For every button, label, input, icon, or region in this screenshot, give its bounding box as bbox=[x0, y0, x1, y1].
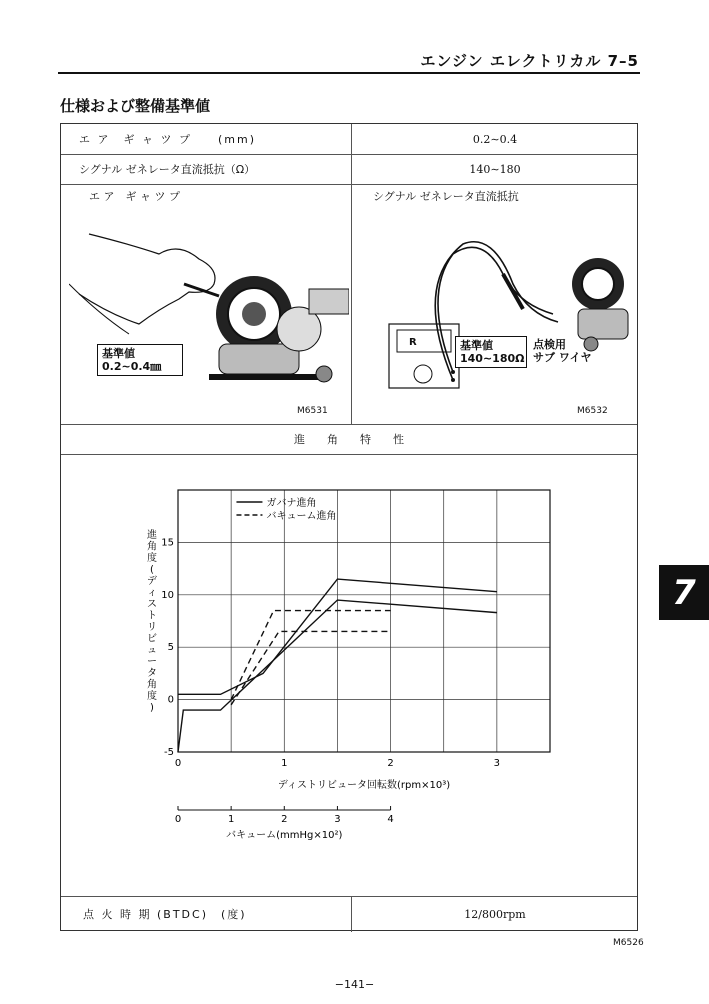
y-axis-label-char: 進 bbox=[147, 530, 157, 541]
resistance-spec-box bbox=[455, 336, 527, 368]
y-axis-label-char: 度 bbox=[147, 691, 157, 702]
advance-chart bbox=[130, 480, 570, 860]
resistance-spec-value: 140∼180Ω bbox=[460, 352, 525, 365]
fig-right-caption: シグナル ゼネレータ直流抵抗 bbox=[373, 190, 519, 203]
fig-left-caption: エ ア ギ ャ ツ プ bbox=[89, 190, 180, 203]
sub-wire-callout bbox=[533, 338, 592, 364]
y-axis-label-char: 角 bbox=[147, 541, 157, 553]
fig-left-code: M6531 bbox=[297, 406, 328, 416]
sub-wire-callout-line1: 点検用 bbox=[533, 338, 566, 351]
vacuum-tick-label: 2 bbox=[281, 814, 288, 825]
section-title: 仕様および整備基準値 bbox=[60, 97, 211, 115]
y-axis-label-char: タ bbox=[147, 668, 157, 679]
y-axis-label-char: 角 bbox=[147, 679, 157, 691]
y-axis-label-char: リ bbox=[147, 622, 157, 633]
spec-value-resistance: 140∼180 bbox=[469, 162, 521, 176]
spec-value-air-gap: 0.2∼0.4 bbox=[472, 132, 518, 146]
ignition-timing-label: 点 火 時 期 (BTDC) (度) bbox=[83, 908, 247, 921]
header-rule bbox=[58, 72, 640, 74]
y-axis-label-char: デ bbox=[147, 576, 157, 587]
sub-wire-callout-line2: サブ ワイヤ bbox=[533, 351, 592, 364]
y-axis-label-char: ュ bbox=[147, 645, 157, 656]
x-axis-label: ディストリビュータ回転数(rpm×10³) bbox=[277, 780, 451, 791]
series-line bbox=[231, 611, 390, 700]
chart-code: M6526 bbox=[613, 938, 644, 948]
fig-right-code: M6532 bbox=[577, 406, 608, 416]
y-tick-label: 0 bbox=[167, 694, 174, 706]
spec-label-resistance: シグナル ゼネレータ直流抵抗（Ω） bbox=[79, 163, 256, 176]
x-tick-label: 1 bbox=[281, 758, 288, 769]
legend-label: ガバナ進角 bbox=[266, 498, 317, 509]
y-tick-label: -5 bbox=[164, 747, 174, 758]
chapter-tab: 7 bbox=[659, 565, 709, 620]
y-axis-label-char: ィ bbox=[147, 587, 157, 599]
y-axis-label-char: 度 bbox=[147, 553, 157, 564]
vacuum-tick-label: 3 bbox=[334, 814, 341, 825]
y-tick-label: 15 bbox=[161, 537, 174, 549]
y-axis-label-char: ビ bbox=[147, 633, 157, 645]
resistance-illustration bbox=[353, 214, 637, 414]
air-gap-spec-label: 基準値 bbox=[102, 347, 135, 360]
y-tick-label: 5 bbox=[167, 642, 174, 654]
vacuum-axis-label: バキューム(mmHg×10²) bbox=[226, 830, 343, 841]
y-axis-label-char: ス bbox=[147, 599, 157, 610]
ignition-timing-value: 12/800rpm bbox=[464, 907, 526, 921]
page-number: −141− bbox=[334, 978, 375, 991]
resistance-spec-label: 基準値 bbox=[460, 339, 493, 352]
advance-characteristics-title: 進 角 特 性 bbox=[294, 433, 404, 446]
spec-label-air-gap: エ ア ギ ャ ツ プ (mm) bbox=[79, 133, 256, 146]
y-axis-label-char: ( bbox=[150, 564, 154, 576]
x-tick-label: 2 bbox=[387, 758, 394, 769]
legend-label: バキューム進角 bbox=[266, 511, 337, 522]
y-axis-label-char: ー bbox=[147, 656, 157, 668]
vacuum-tick-label: 0 bbox=[174, 814, 182, 825]
air-gap-spec-box bbox=[97, 344, 183, 376]
air-gap-illustration bbox=[69, 214, 349, 414]
meter-label: R bbox=[409, 337, 417, 348]
x-tick-label: 3 bbox=[493, 758, 501, 769]
plot-frame bbox=[178, 490, 550, 752]
page-header-title: エンジン エレクトリカル 7–5 bbox=[420, 52, 639, 70]
x-tick-label: 0 bbox=[174, 758, 182, 769]
series-line bbox=[231, 631, 390, 704]
y-axis-label-char: ト bbox=[147, 610, 157, 622]
y-tick-label: 10 bbox=[161, 589, 174, 601]
air-gap-spec-value: 0.2∼0.4㎜ bbox=[102, 360, 162, 373]
vacuum-tick-label: 1 bbox=[227, 814, 235, 825]
y-axis-label-char: ) bbox=[150, 702, 154, 714]
vacuum-tick-label: 4 bbox=[387, 814, 394, 825]
